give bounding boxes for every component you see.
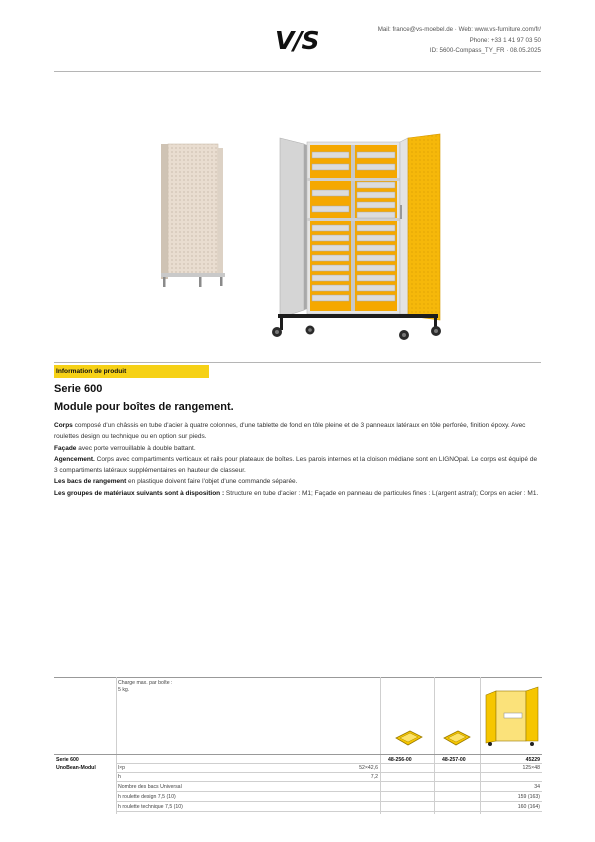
cabinet-45229-image xyxy=(484,681,540,747)
paragraph-corps xyxy=(54,420,542,443)
table-header-rule xyxy=(54,754,542,755)
paragraph-corps-text: composé d'un châssis en tube d'acier à quatre colonnes, d'une tablette de fond en tôle pleine et de 3 panneaux latéraux en tôle perforée, finition époxy. Avec roulettes design ou technique ou en option sur pieds. xyxy=(54,422,526,441)
paragraph-agencement xyxy=(54,454,542,477)
paragraph-bacs xyxy=(54,476,542,487)
product-image xyxy=(150,130,450,345)
paragraph-facade-text: avec porte verrouillable à double battant. xyxy=(76,444,196,452)
column-48-256-00: 48-256-00 xyxy=(388,757,412,763)
row-label-roulette-technique: h roulette technique 7,5 (10) xyxy=(118,804,183,810)
row-bacs-value-3: 34 xyxy=(534,784,540,790)
tray-48-257-00-image xyxy=(442,729,472,747)
brand-logo: V/S xyxy=(275,26,319,55)
paragraph-facade xyxy=(54,443,542,454)
paragraph-corps-label: Corps xyxy=(54,422,73,429)
contact-phone: Phone: +33 1 41 97 03 50 xyxy=(469,36,541,44)
table-column-divider xyxy=(434,677,435,814)
paragraph-materiaux-label: Les groupes de matériaux suivants sont à disposition : xyxy=(54,489,225,497)
row-lxp-value-1: 52×42,6 xyxy=(359,765,378,771)
table-column-divider xyxy=(480,677,481,814)
load-note-line2: 5 kg. xyxy=(118,687,130,693)
row-lxp-value-3: 125×48 xyxy=(522,765,540,771)
paragraph-bacs-text: en plastique doivent faire l'objet d'une commande séparée. xyxy=(126,478,298,486)
table-module: UnoBean-Modul xyxy=(56,765,96,771)
table-column-divider xyxy=(380,677,381,814)
row-rule xyxy=(116,811,542,812)
row-label-bacs: Nombre des bacs Universal xyxy=(118,784,182,790)
document-id: ID: 5600-Compass_TY_FR · 08.05.2025 xyxy=(429,47,541,54)
paragraph-bacs-label: Les bacs de rangement xyxy=(54,478,127,486)
column-48-257-00: 48-257-00 xyxy=(442,757,466,763)
large-cabinet-open xyxy=(272,134,441,340)
spec-table xyxy=(54,677,542,814)
table-column-divider xyxy=(116,677,117,814)
header-divider xyxy=(54,71,541,72)
row-rule xyxy=(116,772,542,773)
paragraph-facade-label: Façade xyxy=(54,444,77,452)
row-label-h: h xyxy=(118,774,121,780)
small-cabinet-back-view xyxy=(161,144,225,287)
contact-block xyxy=(378,25,541,57)
section-divider xyxy=(54,362,541,363)
paragraph-materiaux xyxy=(54,488,542,499)
load-note-line1: Charge max. par boîte : xyxy=(118,680,173,686)
row-rule xyxy=(116,801,542,802)
row-label-lxp: l×p xyxy=(118,765,126,771)
paragraph-agencement-label: Agencement. xyxy=(54,455,95,463)
paragraph-materiaux-text: Structure en tube d'acier : M1; Façade en panneau de particules fines : L(argent astral); Corps en acier : M1. xyxy=(224,489,539,497)
row-rule xyxy=(116,791,542,792)
row-roulette-technique-value-3: 160 (164) xyxy=(517,804,540,810)
product-description xyxy=(54,420,542,499)
product-info-tag: Information de produit xyxy=(54,365,209,378)
product-subtitle: Module pour boîtes de rangement. xyxy=(54,401,234,413)
row-rule xyxy=(116,781,542,782)
table-series: Serie 600 xyxy=(56,757,79,763)
series-title: Serie 600 xyxy=(54,383,103,395)
tray-48-256-00-image xyxy=(394,729,424,747)
table-top-rule xyxy=(54,677,542,678)
row-h-value-1: 7,2 xyxy=(370,774,378,780)
column-45229: 45229 xyxy=(525,757,540,763)
paragraph-agencement-text: Corps avec compartiments verticaux et rails pour plateaux de boîtes. Les parois internes et la cloison médiane sont en LIGNOpal. Le corps est équipé de 3 compartiments latéraux supplémentaires en hauteur de classeur. xyxy=(54,455,538,475)
row-roulette-design-value-3: 159 (163) xyxy=(517,794,540,800)
row-label-roulette-design: h roulette design 7,5 (10) xyxy=(118,794,176,800)
row-rule xyxy=(116,763,542,764)
contact-mail-web: Mail: france@vs-moebel.de · Web: www.vs-furniture.com/fr/ xyxy=(377,26,541,33)
